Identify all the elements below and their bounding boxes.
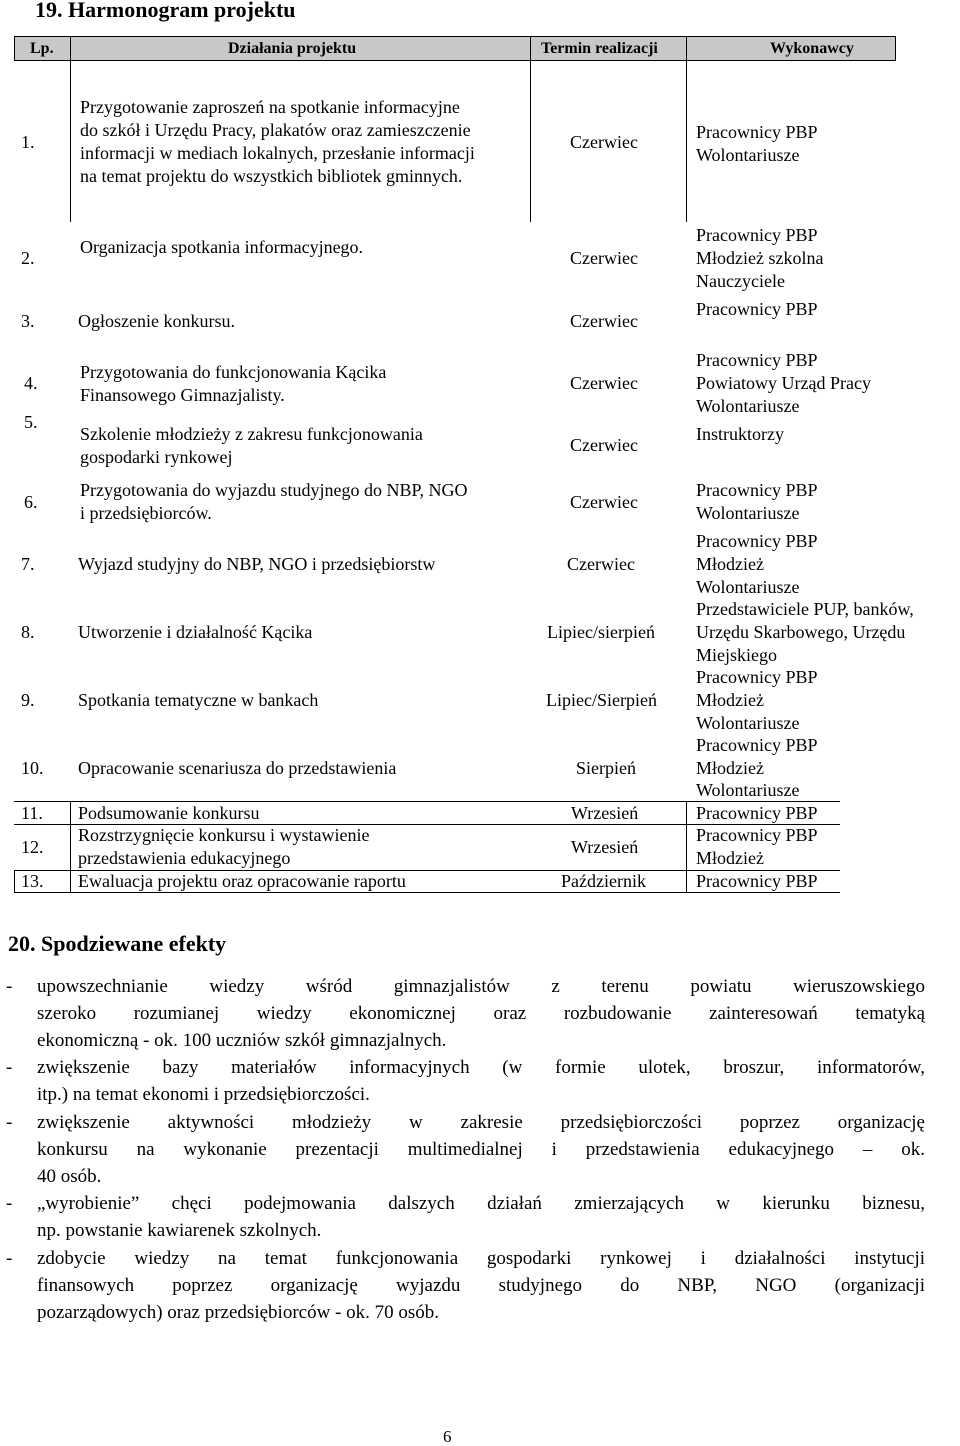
row-performer: Pracownicy PBP <box>696 299 818 319</box>
row-performer: Pracownicy PBP <box>696 122 818 142</box>
row-lp: 10. <box>21 758 44 778</box>
row-performer: Powiatowy Urząd Pracy <box>696 373 871 393</box>
row-deadline: Wrzesień <box>571 803 639 823</box>
header-lp: Lp. <box>30 40 54 57</box>
header-deadline: Termin realizacji <box>541 40 658 57</box>
row-action-line: przedstawienia edukacyjnego <box>78 848 291 868</box>
row-lp: 2. <box>21 248 35 268</box>
table-border-right <box>895 36 896 60</box>
row-action-line: gospodarki rynkowej <box>80 447 233 467</box>
row-lp: 5. <box>24 412 38 432</box>
row-action-line: Rozstrzygnięcie konkursu i wystawienie <box>78 825 370 845</box>
row-performer: Pracownicy PBP <box>696 480 818 500</box>
row-performer: Wolontariusze <box>696 503 800 523</box>
header-divider <box>14 60 896 61</box>
row-deadline: Wrzesień <box>571 837 639 857</box>
row-performer: Wolontariusze <box>696 577 800 597</box>
row-performer: Młodzież <box>696 758 764 778</box>
row-lp: 8. <box>21 622 35 642</box>
list-item-line: zdobycie wiedzy na temat funkcjonowania gospodarki rynkowej i działalności instytucji <box>37 1248 925 1269</box>
row-performer: Pracownicy PBP <box>696 825 818 845</box>
header-actions: Działania projektu <box>228 40 357 57</box>
row-lp: 1. <box>21 132 35 152</box>
row-performer: Urzędu Skarbowego, Urzędu <box>696 622 906 642</box>
bullet-dash: - <box>6 1248 13 1269</box>
row-performer: Pracownicy PBP <box>696 803 818 823</box>
table-header-row <box>14 36 896 60</box>
row-action-line: na temat projektu do wszystkich bibliotek gminnych. <box>80 166 463 186</box>
row-action-line: Ogłoszenie konkursu. <box>78 311 235 331</box>
list-item-line: szeroko rozumianej wiedzy ekonomicznej oraz rozbudowanie zainteresowań tematyką <box>37 1003 925 1024</box>
col-divider-deadline-bottom <box>686 802 687 892</box>
col-divider-deadline <box>686 36 687 222</box>
row-deadline: Czerwiec <box>570 373 638 393</box>
row-action-line: Podsumowanie konkursu <box>78 803 260 823</box>
row-deadline: Czerwiec <box>570 248 638 268</box>
row-lp: 11. <box>21 803 43 823</box>
list-item-line: zwiększenie bazy materiałów informacyjnych (w formie ulotek, broszur, informatorów, <box>37 1057 925 1078</box>
row-lp: 9. <box>21 690 35 710</box>
row-action-line: Wyjazd studyjny do NBP, NGO i przedsiębiorstw <box>78 554 436 574</box>
row-lp: 12. <box>21 837 44 857</box>
row-action-line: Przygotowanie zaproszeń na spotkanie informacyjne <box>80 97 460 117</box>
row-action-line: Szkolenie młodzieży z zakresu funkcjonowania <box>80 424 423 444</box>
row-lp: 7. <box>21 554 35 574</box>
table-border-top <box>14 36 896 37</box>
row-deadline: Czerwiec <box>570 492 638 512</box>
list-item-line: np. powstanie kawiarenek szkolnych. <box>37 1220 322 1241</box>
col-divider-actions <box>530 36 531 222</box>
table-border-left <box>14 36 15 60</box>
row-performer: Młodzież <box>696 848 764 868</box>
bullet-dash: - <box>6 976 13 997</box>
list-item-line: konkursu na wykonanie prezentacji multimedialnej i przedstawienia edukacyjnego – ok. <box>37 1139 925 1160</box>
row-action-line: Utworzenie i działalność Kącika <box>78 622 313 642</box>
bullet-dash: - <box>6 1057 13 1078</box>
row-action-line: Spotkania tematyczne w bankach <box>78 690 319 710</box>
row-performer: Wolontariusze <box>696 145 800 165</box>
row-performer: Młodzież <box>696 554 764 574</box>
row-performer: Nauczyciele <box>696 271 785 291</box>
list-item-line: finansowych poprzez organizację wyjazdu studyjnego do NBP, NGO (organizacji <box>37 1275 925 1296</box>
list-item-line: itp.) na temat ekonomi i przedsiębiorczości. <box>37 1084 370 1105</box>
row-performer: Pracownicy PBP <box>696 350 818 370</box>
row-performer: Przedstawiciele PUP, banków, <box>696 599 914 619</box>
col-divider-lp-bottom <box>70 802 71 892</box>
row-performer: Młodzież szkolna <box>696 248 824 268</box>
row-deadline: Październik <box>561 871 646 891</box>
row-action-line: Finansowego Gimnazjalisty. <box>80 385 285 405</box>
row-performer: Pracownicy PBP <box>696 735 818 755</box>
row-performer: Wolontariusze <box>696 713 800 733</box>
row-lp: 13. <box>21 871 44 891</box>
header-performers: Wykonawcy <box>770 40 854 57</box>
row-deadline: Lipiec/sierpień <box>547 622 655 642</box>
row-action-line: Organizacja spotkania informacyjnego. <box>80 237 364 257</box>
row-performer: Pracownicy PBP <box>696 667 818 687</box>
row-lp: 3. <box>21 311 35 331</box>
list-item-line: „wyrobienie” chęci podejmowania dalszych działań zmierzających w kierunku biznesu, <box>37 1193 925 1214</box>
list-item-line: ekonomiczną - ok. 100 uczniów szkół gimnazjalnych. <box>37 1030 447 1051</box>
row-performer: Pracownicy PBP <box>696 531 818 551</box>
row-performer: Wolontariusze <box>696 396 800 416</box>
section-19-title: 19. Harmonogram projektu <box>35 0 296 22</box>
row-action-line: informacji w mediach lokalnych, przesłanie informacji <box>80 143 475 163</box>
bullet-dash: - <box>6 1193 13 1214</box>
row-deadline: Sierpień <box>576 758 636 778</box>
row-deadline: Czerwiec <box>567 554 635 574</box>
row-action-line: do szkół i Urzędu Pracy, plakatów oraz zamieszczenie <box>80 120 471 140</box>
row-action-line: Przygotowania do wyjazdu studyjnego do NBP, NGO <box>80 480 468 500</box>
col-divider-lp <box>70 36 71 222</box>
row-lp: 6. <box>24 492 38 512</box>
row-deadline: Lipiec/Sierpień <box>546 690 657 710</box>
row-performer: Pracownicy PBP <box>696 871 818 891</box>
row-performer: Młodzież <box>696 690 764 710</box>
row-performer: Instruktorzy <box>696 424 784 444</box>
row-performer: Pracownicy PBP <box>696 225 818 245</box>
row-deadline: Czerwiec <box>570 311 638 331</box>
list-item-line: pozarządowych) oraz przedsiębiorców - ok. 70 osób. <box>37 1302 440 1323</box>
bullet-dash: - <box>6 1112 13 1133</box>
row-action-line: i przedsiębiorców. <box>80 503 212 523</box>
section-20-title: 20. Spodziewane efekty <box>8 931 227 956</box>
page-number: 6 <box>443 1427 452 1446</box>
list-item-line: upowszechnianie wiedzy wśród gimnazjalistów z terenu powiatu wieruszowskiego <box>37 976 925 997</box>
list-item-line: zwiększenie aktywności młodzieży w zakresie przedsiębiorczości poprzez organizację <box>37 1112 925 1133</box>
row-action-line: Ewaluacja projektu oraz opracowanie raportu <box>78 871 406 891</box>
row-deadline: Czerwiec <box>570 435 638 455</box>
row-action-line: Przygotowania do funkcjonowania Kącika <box>80 362 387 382</box>
row-deadline: Czerwiec <box>570 132 638 152</box>
row-lp: 4. <box>24 373 38 393</box>
row-performer: Wolontariusze <box>696 780 800 800</box>
list-item-line: 40 osób. <box>37 1166 102 1187</box>
row-action-line: Opracowanie scenariusza do przedstawienia <box>78 758 397 778</box>
row-performer: Miejskiego <box>696 645 777 665</box>
table-border-left-bottom <box>14 870 15 892</box>
